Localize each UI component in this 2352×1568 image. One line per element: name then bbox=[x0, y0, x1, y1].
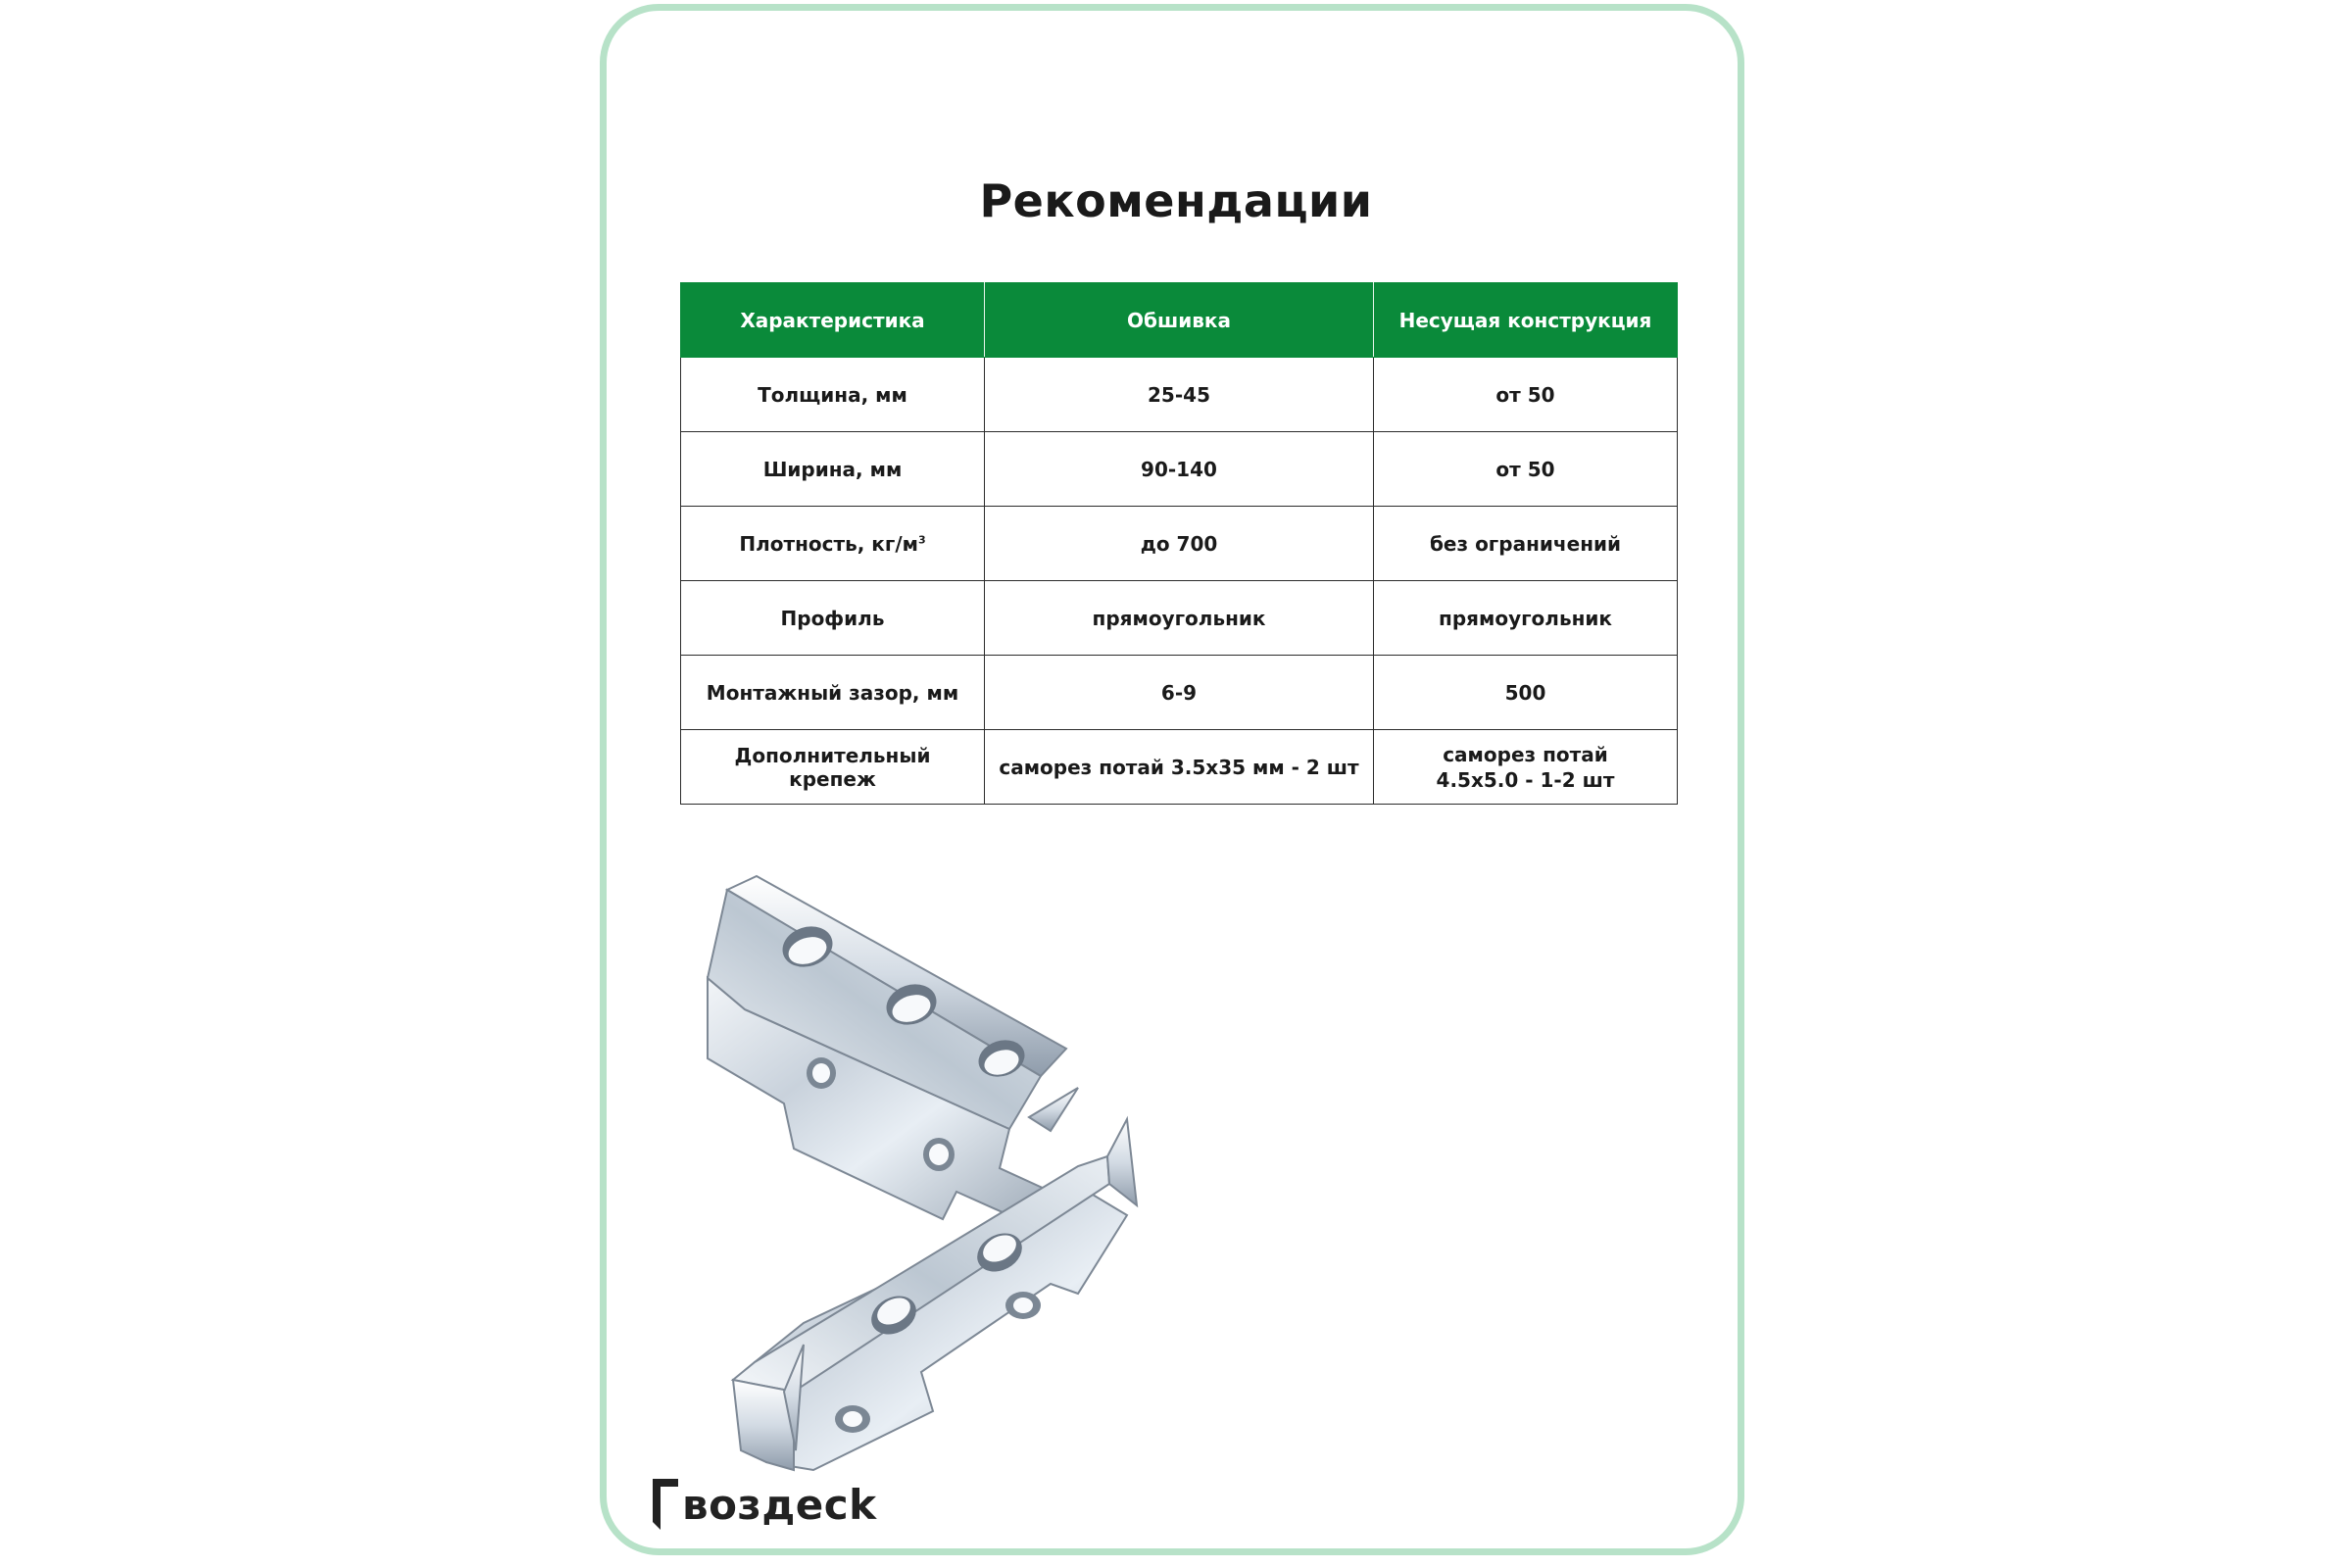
table-row bbox=[681, 507, 1678, 581]
table-row bbox=[681, 656, 1678, 730]
header-frame: Несущая конструкция bbox=[1374, 283, 1678, 358]
row-label: Ширина, мм bbox=[681, 432, 985, 507]
logo-text: воздеck bbox=[682, 1480, 877, 1529]
logo-mark-icon bbox=[647, 1475, 680, 1534]
left-clip bbox=[708, 876, 1078, 1225]
table-row bbox=[681, 581, 1678, 656]
row-frame: от 50 bbox=[1374, 358, 1678, 432]
table-row bbox=[681, 730, 1678, 805]
table-row bbox=[681, 358, 1678, 432]
row-frame: 500 bbox=[1374, 656, 1678, 730]
row-frame: от 50 bbox=[1374, 432, 1678, 507]
row-label: Дополнительный крепеж bbox=[681, 730, 985, 805]
row-label-sup: 3 bbox=[917, 532, 926, 546]
row-cladding: 6-9 bbox=[985, 656, 1374, 730]
row-cladding: 90-140 bbox=[985, 432, 1374, 507]
row-cladding: до 700 bbox=[985, 507, 1374, 581]
row-frame bbox=[1374, 730, 1678, 805]
fastener-clips-image bbox=[686, 862, 1666, 1529]
table-header-row bbox=[681, 283, 1678, 358]
table-row bbox=[681, 432, 1678, 507]
row-label bbox=[681, 507, 985, 581]
row-cladding: саморез потай 3.5x35 мм - 2 шт bbox=[985, 730, 1374, 805]
row-cladding: 25-45 bbox=[985, 358, 1374, 432]
row-cladding: прямоугольник bbox=[985, 581, 1374, 656]
header-cladding: Обшивка bbox=[985, 283, 1374, 358]
row-frame-line2: 4.5x5.0 - 1-2 шт bbox=[1436, 767, 1615, 792]
row-frame: без ограничений bbox=[1374, 507, 1678, 581]
page-title: Рекомендации bbox=[979, 174, 1373, 227]
header-characteristic: Характеристика bbox=[681, 283, 985, 358]
row-label-text: Плотность, кг/м bbox=[739, 531, 918, 556]
row-label: Толщина, мм bbox=[681, 358, 985, 432]
recommendations-table bbox=[680, 282, 1678, 805]
brand-logo bbox=[647, 1472, 877, 1537]
row-label: Профиль bbox=[681, 581, 985, 656]
row-label: Монтажный зазор, мм bbox=[681, 656, 985, 730]
row-frame-line1: саморез потай bbox=[1443, 742, 1608, 766]
row-frame: прямоугольник bbox=[1374, 581, 1678, 656]
